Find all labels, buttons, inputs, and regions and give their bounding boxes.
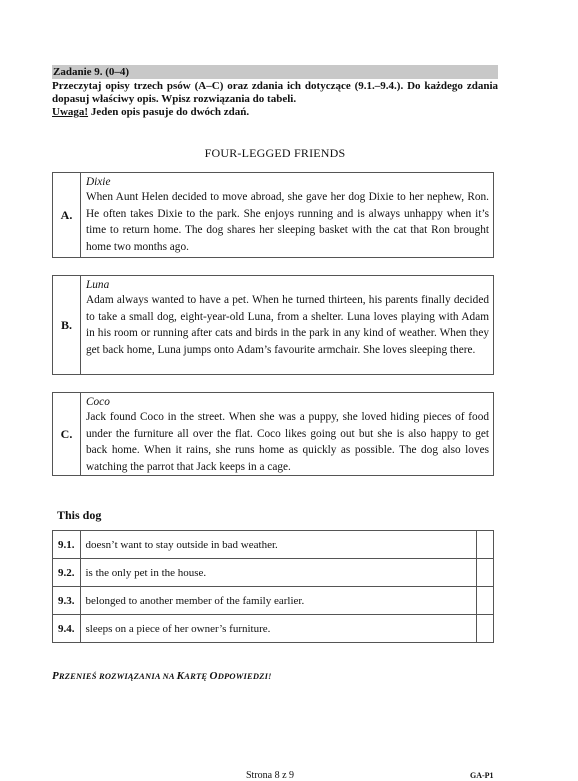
question-number: 9.3. [53, 587, 81, 615]
dog-letter: C. [53, 393, 81, 475]
page-number: Strona 8 z 9 [246, 770, 295, 781]
this-dog-label: This dog [57, 508, 102, 522]
question-number: 9.4. [53, 615, 81, 643]
dog-text: Jack found Coco in the street. When she was a puppy, she loved hiding pieces of food under the furniture all over the flat. Coco likes going out but she is also happy to get back home. When it rains, she runs home as quickly as possible. The dog also loves watching the parrot that Jack keeps in a cage. [86, 411, 489, 473]
table-row [53, 559, 494, 587]
transfer-part: P [52, 670, 59, 682]
warning-label: Uwaga! [52, 106, 89, 118]
questions-table [52, 530, 494, 643]
transfer-part: ARTĘ [184, 671, 210, 681]
question-number: 9.1. [53, 531, 81, 559]
transfer-part: K [176, 670, 185, 682]
question-text: belonged to another member of the family earlier. [80, 587, 477, 615]
instruction-text: Przeczytaj opisy trzech psów (A–C) oraz zdania ich dotyczące (9.1.–9.4.). Do każdego zdania dopasuj właściwy opis. Wpisz rozwiązania do tabeli. [52, 80, 498, 105]
dog-text: When Aunt Helen decided to move abroad, she gave her dog Dixie to her nephew, Ron. He often takes Dixie to the park. She enjoys running and is always unhappy when it’s time to return home. The dog shares her sleeping basket with the cat that Ron brought home two months ago. [86, 191, 489, 253]
dog-text: Adam always wanted to have a pet. When he turned thirteen, his parents finally decided to take a small dog, eight-year-old Luna, from a shelter. Luna loves playing with Adam in his room or running after cats and birds in the park in any kind of weather. When they get back home, Luna jumps onto Adam’s favourite armchair. She loves sleeping there. [86, 294, 489, 356]
answer-cell[interactable] [477, 615, 494, 643]
dog-description [81, 393, 493, 475]
transfer-part: RZENIEŚ ROZWIĄZANIA NA [58, 671, 177, 681]
dog-name: Luna [86, 279, 110, 291]
answer-cell[interactable] [477, 559, 494, 587]
dog-card-b [52, 275, 494, 375]
dog-card-a [52, 172, 494, 258]
dog-description [81, 173, 493, 257]
transfer-notice [52, 670, 272, 682]
task-heading: Zadanie 9. (0–4) [52, 65, 498, 79]
transfer-part: DPOWIEDZI! [217, 671, 272, 681]
dog-description [81, 276, 493, 374]
dog-name: Dixie [86, 176, 111, 188]
warning-text: Jeden opis pasuje do dwóch zdań. [88, 106, 250, 118]
table-row [53, 615, 494, 643]
table-row [53, 531, 494, 559]
dog-name: Coco [86, 396, 110, 408]
reading-title: FOUR-LEGGED FRIENDS [204, 146, 346, 160]
question-text: doesn’t want to stay outside in bad weather. [80, 531, 477, 559]
answer-cell[interactable] [477, 587, 494, 615]
dog-letter: B. [53, 276, 81, 374]
question-text: is the only pet in the house. [80, 559, 477, 587]
dog-card-c [52, 392, 494, 476]
task-instruction [52, 80, 498, 119]
question-text: sleeps on a piece of her owner’s furniture. [80, 615, 477, 643]
table-row [53, 587, 494, 615]
transfer-part: O [209, 670, 218, 682]
exam-code: GA-P1 [470, 771, 494, 780]
question-number: 9.2. [53, 559, 81, 587]
dog-letter: A. [53, 173, 81, 257]
answer-cell[interactable] [477, 531, 494, 559]
